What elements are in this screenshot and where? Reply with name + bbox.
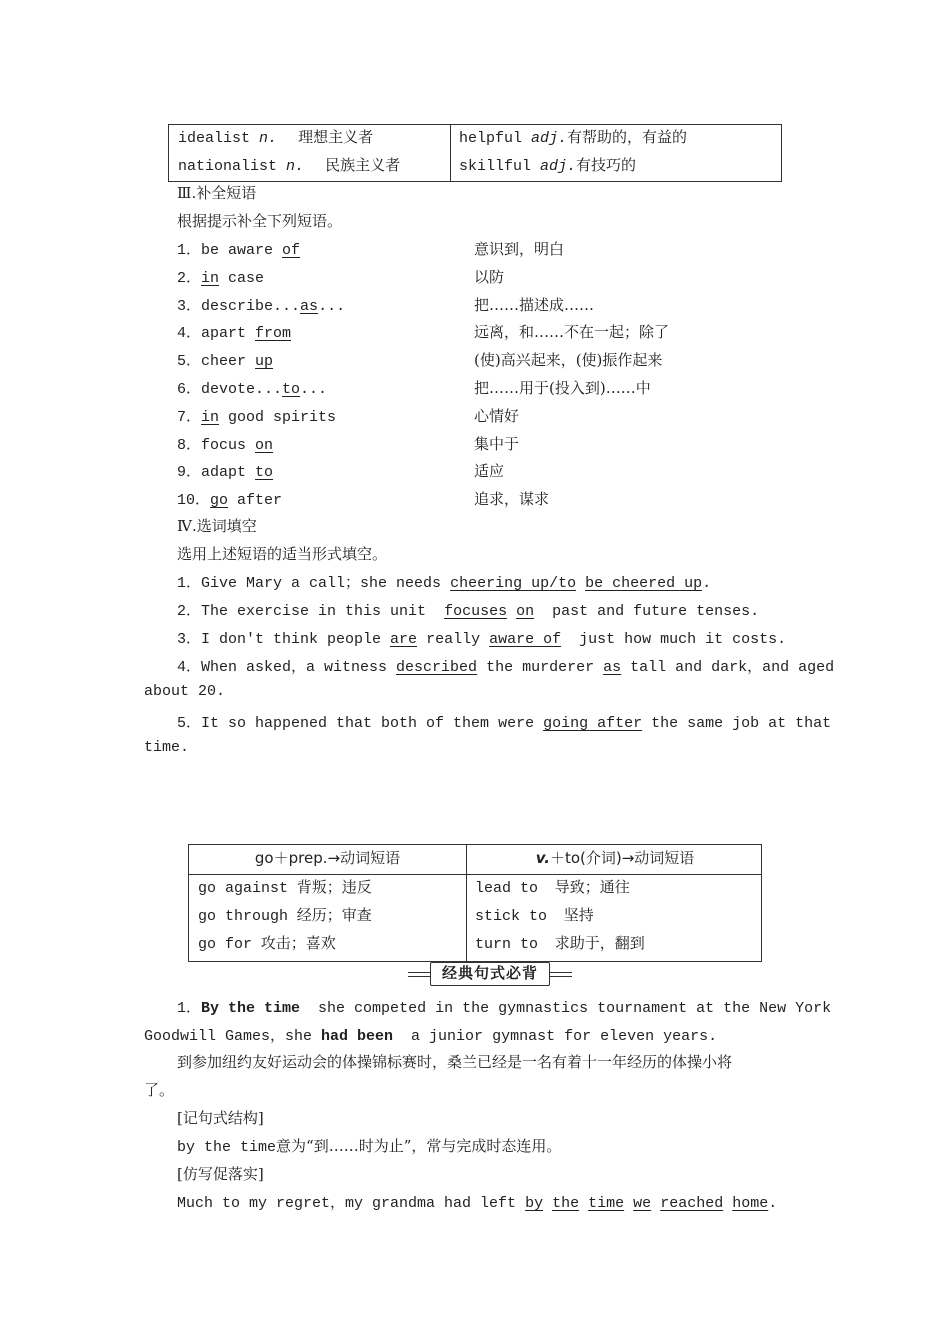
answer: as <box>300 297 319 315</box>
phrase-item: 2．in case <box>177 269 265 287</box>
vocab-meaning: 有帮助的，有益的 <box>567 128 688 146</box>
table-header-right: v.＋to(介词)→动词短语 <box>535 849 695 867</box>
phrase-item: 10．go after <box>177 492 283 510</box>
phrase-item: 7．in good spirits <box>177 408 337 426</box>
arrow-icon: → <box>621 849 635 867</box>
answer: focuses <box>444 603 508 620</box>
answer: home <box>732 1195 769 1212</box>
vocab-word: helpful <box>459 130 523 147</box>
table-header-left: go＋prep.→动词短语 <box>254 849 401 867</box>
arrow-icon: → <box>327 849 341 867</box>
note-title: [记句式结构] <box>177 1109 264 1127</box>
section-3-instruction: 根据提示补全下列短语。 <box>177 212 343 230</box>
section-3-title: Ⅲ.补全短语 <box>177 184 257 202</box>
vocab-pos: adj. <box>540 158 577 175</box>
sentence-1: 1．By the time she competed in the gymnastics tournament at the New York <box>177 1000 832 1017</box>
answer: on <box>255 436 274 454</box>
vocab-table <box>168 124 782 182</box>
phrase-table-row: lead to 导致；通往 <box>475 878 630 897</box>
sentence-translation-cont: 了。 <box>144 1081 175 1099</box>
exercise-3: 3．I don't think people are really aware of just how much it costs. <box>177 631 787 648</box>
exercise-4-cont: about 20. <box>144 683 226 700</box>
vocab-meaning: 有技巧的 <box>576 156 637 174</box>
answer: are <box>390 631 418 648</box>
phrase-meaning: (使)高兴起来，(使)振作起来 <box>474 351 663 370</box>
answer: time <box>588 1195 625 1212</box>
exercise-1: 1．Give Mary a call；she needs cheering up/to be cheered up. <box>177 575 712 592</box>
vocab-item <box>178 154 400 175</box>
answer: the <box>552 1195 580 1212</box>
answer: by <box>525 1195 544 1212</box>
answer: reached <box>660 1195 724 1212</box>
phrase-item: 5．cheer up <box>177 353 274 371</box>
phrase-item: 9．adapt to <box>177 464 274 482</box>
table-divider <box>450 125 451 181</box>
vocab-pos: adj. <box>531 130 568 147</box>
phrase-meaning: 把……用于(投入到)……中 <box>474 379 651 397</box>
sentence-translation: 到参加纽约友好运动会的体操锦标赛时，桑兰已经是一名有着十一年经历的体操小将 <box>177 1053 733 1071</box>
vocab-item <box>459 154 636 175</box>
exercise-5-cont: time. <box>144 739 190 756</box>
answer: to <box>255 464 274 482</box>
answer: go <box>210 492 229 510</box>
vocab-item <box>178 126 373 147</box>
answer: described <box>396 659 478 676</box>
answer: on <box>516 603 535 620</box>
vocab-word: nationalist <box>178 158 278 175</box>
section-banner <box>408 962 572 984</box>
phrase-table-row: turn to 求助于，翻到 <box>475 934 645 953</box>
answer: cheering up/to <box>450 575 577 592</box>
practice-sentence: Much to my regret，my grandma had left by the time we reached home. <box>177 1195 778 1212</box>
vocab-pos: n. <box>259 130 278 147</box>
banner-title: 经典句式必背 <box>430 962 550 986</box>
phrase-table-row: go against 背叛；违反 <box>198 878 372 897</box>
answer: from <box>255 325 292 343</box>
phrase-item: 4．apart from <box>177 325 292 343</box>
phrase-table-row: go for 攻击；喜欢 <box>198 934 336 953</box>
note-text: by the time意为“到……时为止”，常与完成时态连用。 <box>177 1137 562 1156</box>
phrase-meaning: 心情好 <box>474 406 520 425</box>
answer: as <box>603 659 622 676</box>
answer: of <box>282 242 301 259</box>
phrase-table-row: go through 经历；审查 <box>198 906 372 925</box>
phrase-table-row: stick to 坚持 <box>475 906 594 925</box>
answer: in <box>201 408 220 426</box>
answer: be cheered up <box>585 575 703 592</box>
answer: in <box>201 269 220 287</box>
practice-title: [仿写促落实] <box>177 1165 264 1183</box>
sentence-1-cont: Goodwill Games，she had been a junior gymnast for eleven years. <box>144 1028 718 1045</box>
answer: aware of <box>489 631 562 648</box>
phrase-meaning: 远离，和……不在一起；除了 <box>474 323 670 342</box>
answer: to <box>282 381 301 398</box>
answer: we <box>633 1195 652 1212</box>
answer: up <box>255 353 274 371</box>
sentence-keyword: By the time <box>201 1000 301 1017</box>
phrase-item: 8．focus on <box>177 436 274 454</box>
exercise-5: 5．It so happened that both of them were going after the same job at that <box>177 715 832 732</box>
phrase-table <box>188 844 762 962</box>
phrase-meaning: 以防 <box>474 267 505 286</box>
vocab-pos: n. <box>286 158 305 175</box>
vocab-word: idealist <box>178 130 251 147</box>
vocab-word: skillful <box>459 158 532 175</box>
vocab-meaning: 理想主义者 <box>298 128 374 146</box>
sentence-keyword: had been <box>321 1028 394 1045</box>
exercise-4: 4．When asked，a witness described the murderer as tall and dark，and aged <box>177 659 835 676</box>
phrase-meaning: 把……描述成…… <box>474 295 595 314</box>
section-4-title: Ⅳ.选词填空 <box>177 517 257 535</box>
phrase-item: 3．describe...as... <box>177 297 346 315</box>
phrase-meaning: 适应 <box>474 462 505 481</box>
phrase-meaning: 集中于 <box>474 434 520 453</box>
phrase-item: 1．be aware of <box>177 242 301 259</box>
section-4-instruction: 选用上述短语的适当形式填空。 <box>177 545 388 563</box>
vocab-item <box>459 126 687 147</box>
vocab-meaning: 民族主义者 <box>325 156 401 174</box>
table-header-line <box>189 874 761 875</box>
phrase-meaning: 追求，谋求 <box>474 490 550 509</box>
phrase-item: 6．devote...to... <box>177 381 328 398</box>
phrase-meaning: 意识到，明白 <box>474 240 565 258</box>
answer: going after <box>543 715 643 732</box>
exercise-2: 2．The exercise in this unit focuses on past and future tenses. <box>177 603 760 620</box>
